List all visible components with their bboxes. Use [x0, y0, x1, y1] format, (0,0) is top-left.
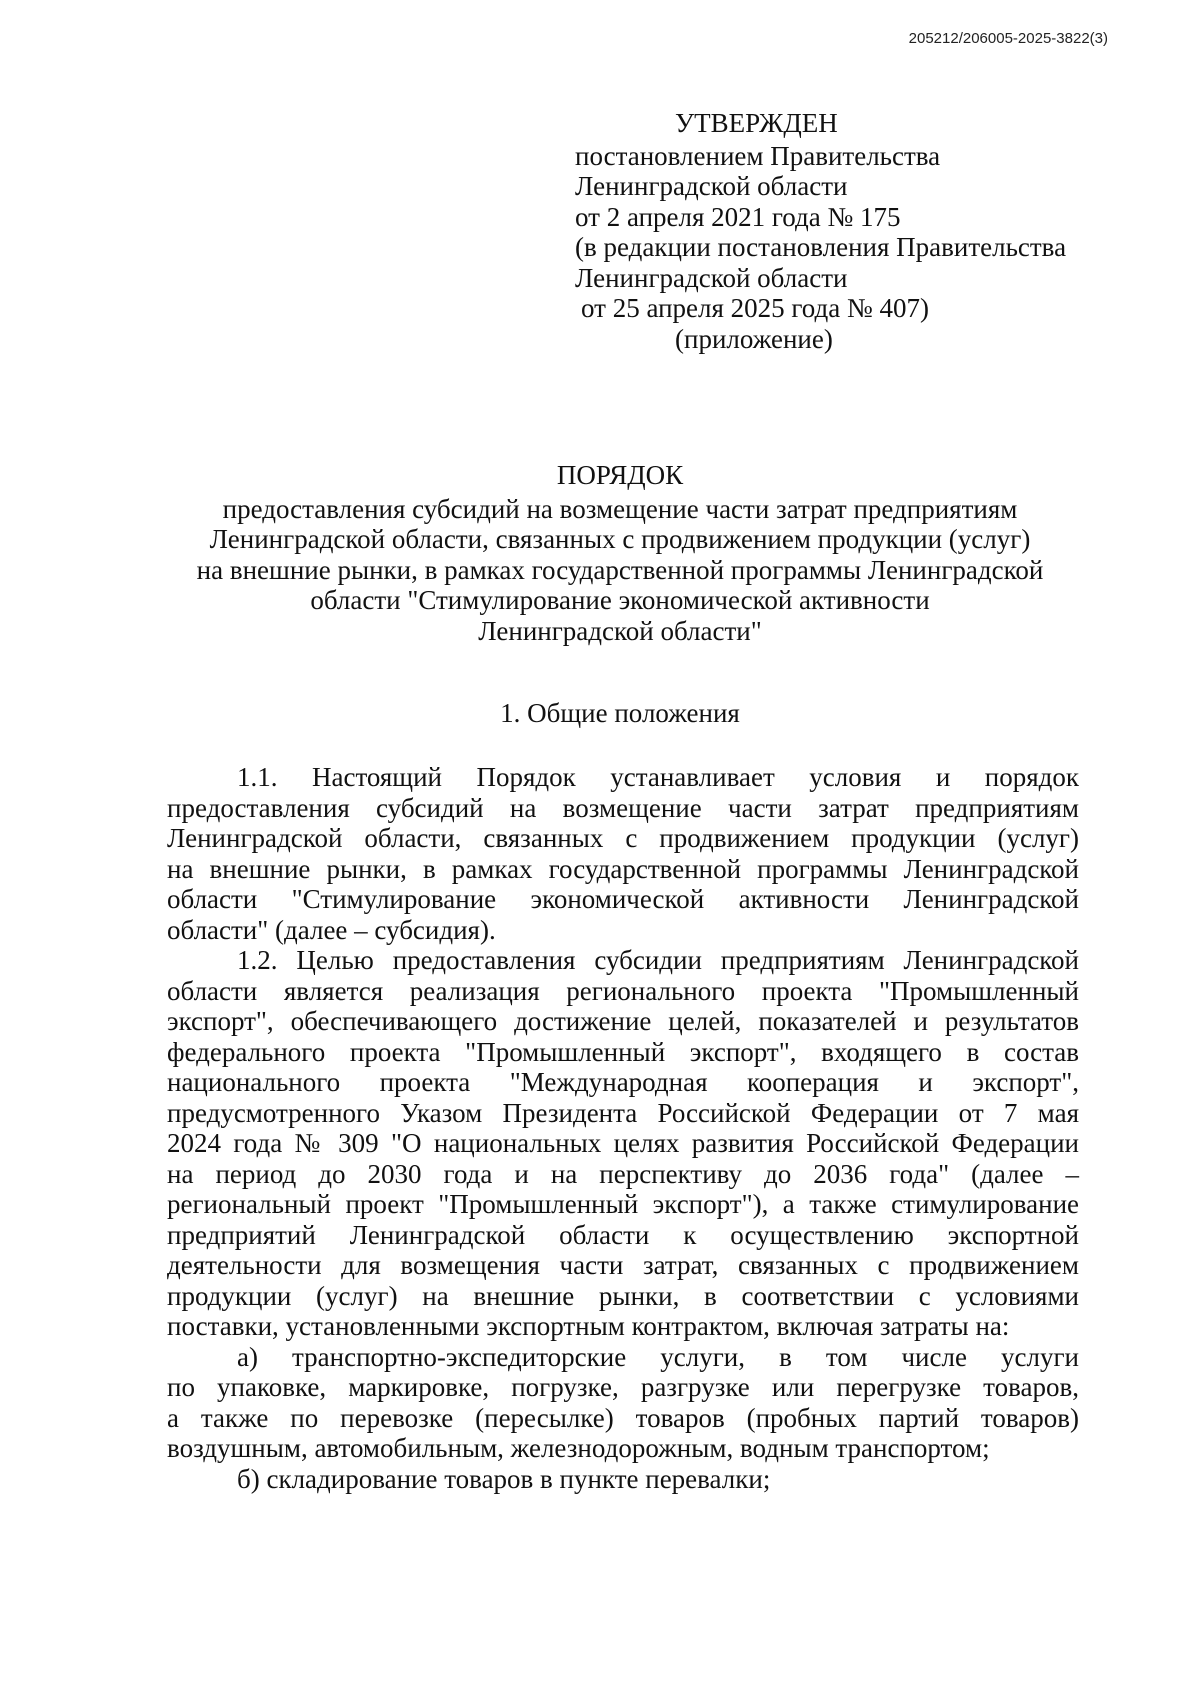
paragraph-line: деятельности для возмещения части затрат, связанных с продвижением — [167, 1250, 1079, 1280]
paragraph-line: на период до 2030 года и на перспективу до 2036 года" (далее – — [167, 1158, 1079, 1189]
paragraph-line: а также по перевозке (пересылке) товаров (пробных партий товаров) — [167, 1402, 1079, 1433]
approval-line: Ленинградской области — [575, 262, 848, 293]
document-id: 205212/206005-2025-3822(3) — [908, 30, 1108, 47]
paragraph-1-1 — [167, 762, 1079, 945]
approval-line: от 2 апреля 2021 года № 175 — [575, 201, 901, 232]
section-title: 1. Общие положения — [500, 698, 740, 728]
paragraph-line: 1.1. Настоящий Порядок устанавливает условия и порядок — [237, 762, 1079, 792]
paragraph-line: по упаковке, маркировке, погрузке, разгрузке или перегрузке товаров, — [167, 1372, 1079, 1402]
paragraph-line: б) складирование товаров в пункте перевалки; — [237, 1463, 771, 1494]
approval-stamp — [575, 108, 1066, 354]
paragraph-line: области" (далее – субсидия). — [167, 914, 496, 945]
paragraph-line: воздушным, автомобильным, железнодорожным, водным транспортом; — [167, 1433, 990, 1463]
title-line: на внешние рынки, в рамках государственной программы Ленинградской — [196, 554, 1044, 585]
title-line: Ленинградской области" — [478, 615, 762, 646]
paragraph-line: поставки, установленными экспортным контрактом, включая затраты на: — [167, 1311, 1010, 1341]
title-heading: ПОРЯДОК — [556, 460, 684, 490]
paragraph-line: предусмотренного Указом Президента Российской Федерации от 7 мая — [167, 1097, 1079, 1128]
paragraph-item-b — [167, 1464, 1079, 1495]
paragraph-line: 1.2. Целью предоставления субсидии предприятиям Ленинградской — [237, 945, 1079, 975]
paragraph-1-2 — [167, 945, 1079, 1342]
paragraph-line: федерального проекта "Промышленный экспорт", входящего в состав — [167, 1036, 1079, 1067]
approval-line: (в редакции постановления Правительства — [575, 232, 1067, 262]
paragraph-item-a — [167, 1342, 1079, 1464]
paragraph-line: области является реализация регионального проекта "Промышленный — [167, 975, 1079, 1006]
paragraph-line: области "Стимулирование экономической активности Ленинградской — [167, 884, 1079, 914]
paragraph-line: национального проекта "Международная кооперация и экспорт", — [167, 1067, 1079, 1097]
approval-line: Ленинградской области — [575, 171, 848, 201]
title-line: Ленинградской области, связанных с продвижением продукции (услуг) — [209, 524, 1031, 554]
paragraph-line: продукции (услуг) на внешние рынки, в соответствии с условиями — [167, 1280, 1079, 1311]
paragraph-line: предприятий Ленинградской области к осуществлению экспортной — [167, 1219, 1079, 1250]
title-line: предоставления субсидий на возмещение части затрат предприятиям — [222, 493, 1018, 524]
paragraph-line: на внешние рынки, в рамках государственной программы Ленинградской — [167, 853, 1079, 884]
approval-line: от 25 апреля 2025 года № 407) — [581, 293, 929, 323]
paragraph-line: а) транспортно-экспедиторские услуги, в том числе услуги — [237, 1341, 1079, 1372]
paragraph-line: экспорт", обеспечивающего достижение целей, показателей и результатов — [167, 1006, 1079, 1036]
approval-heading: УТВЕРЖДЕН — [675, 108, 838, 138]
document-title — [160, 460, 1080, 646]
title-line: области "Стимулирование экономической активности — [310, 585, 930, 615]
document-body — [167, 762, 1079, 1494]
paragraph-line: Ленинградской области, связанных с продвижением продукции (услуг) — [167, 823, 1079, 853]
approval-line: (приложение) — [675, 323, 833, 354]
paragraph-line: предоставления субсидий на возмещение части затрат предприятиям — [167, 792, 1079, 823]
paragraph-line: региональный проект "Промышленный экспорт"), а также стимулирование — [167, 1189, 1079, 1219]
paragraph-line: 2024 года № 309 "О национальных целях развития Российской Федерации — [167, 1128, 1079, 1158]
approval-line: постановлением Правительства — [575, 140, 941, 171]
